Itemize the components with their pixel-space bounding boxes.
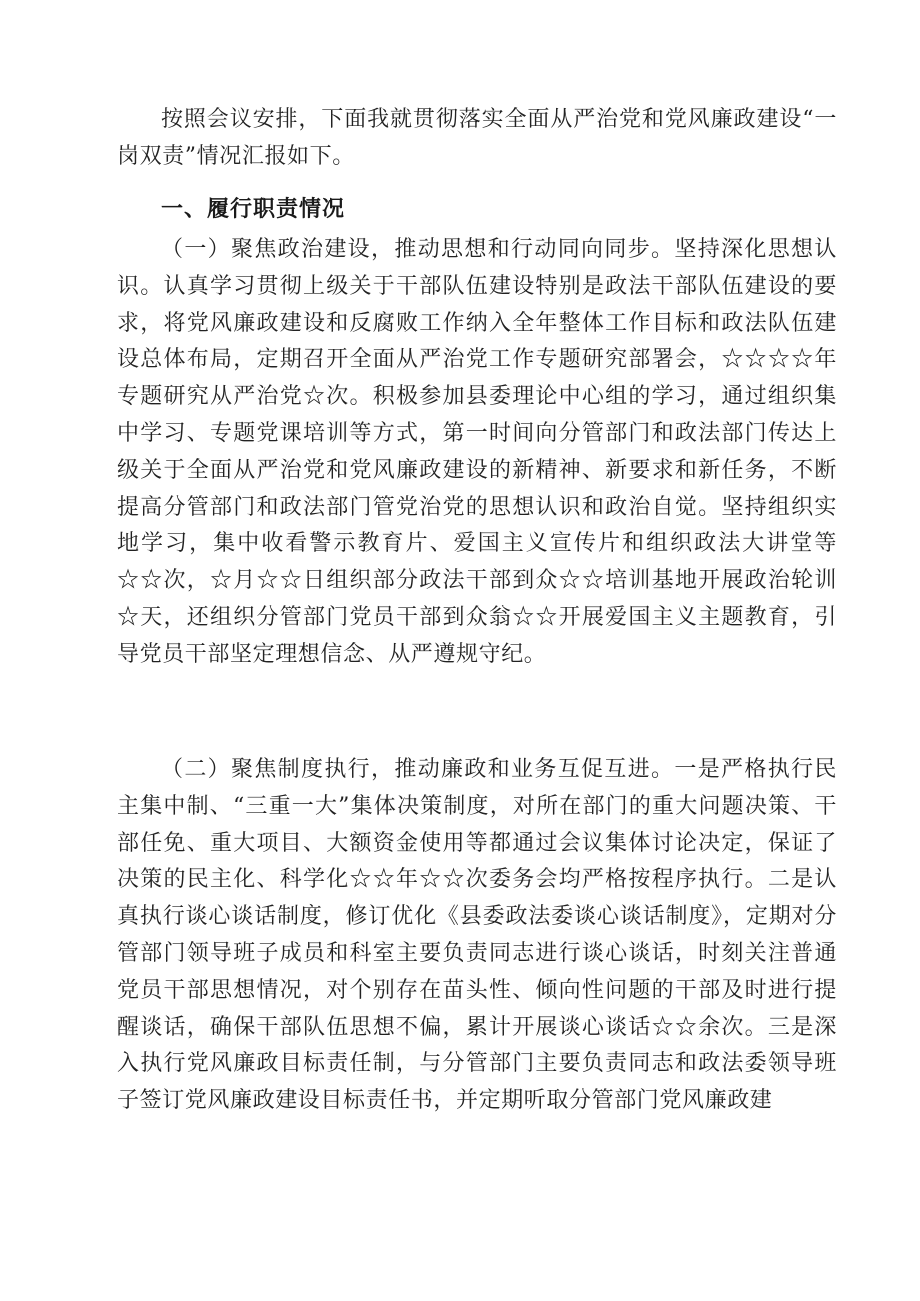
paragraph-system-execution: （二）聚焦制度执行，推动廉政和业务互促互进。一是严格执行民主集中制、“三重一大”集体决策制度，对所在部门的重大问题决策、干部任免、重大项目、大额资金使用等都通过会议集体讨论决定，保证了决策的民主化、科学化☆☆年☆☆次委务会均严格按程序执行。二是认真执行谈心谈话制度，修订优化《县委政法委谈心谈话制度》，定期对分管部门领导班子成员和科室主要负责同志进行谈心谈话，时刻关注普通党员干部思想情况，对个别存在苗头性、倾向性问题的干部及时进行提醒谈话，确保干部队伍思想不偏，累计开展谈心谈话☆☆余次。三是深入执行党风廉政目标责任制，与分管部门主要负责同志和政法委领导班子签订党风廉政建设目标责任书，并定期听取分管部门党风廉政建 bbox=[117, 757, 837, 1114]
intro-paragraph: 按照会议安排，下面我就贯彻落实全面从严治党和党风廉政建设“一岗双责”情况汇报如下。 bbox=[117, 107, 837, 169]
paragraph-political-building: （一）聚焦政治建设，推动思想和行动同向同步。坚持深化思想认识。认真学习贯彻上级关于干部队伍建设特别是政法干部队伍建设的要求，将党风廉政建设和反腐败工作纳入全年整体工作目标和政法队伍建设总体布局，定期召开全面从严治党工作专题研究部署会，☆☆☆☆年专题研究从严治党☆次。积极参加县委理论中心组的学习，通过组织集中学习、专题党课培训等方式，第一时间向分管部门和政法部门传达上级关于全面从严治党和党风廉政建设的新精神、新要求和新任务，不断提高分管部门和政法部门管党治党的思想认识和政治自觉。坚持组织实地学习，集中收看警示教育片、爱国主义宣传片和组织政法大讲堂等☆☆次，☆月☆☆日组织部分政法干部到众☆☆培训基地开展政治轮训☆天，还组织分管部门党员干部到众翁☆☆开展爱国主义主题教育，引导党员干部坚定理想信念、从严遵规守纪。 bbox=[117, 237, 837, 667]
section-heading: 一、履行职责情况 bbox=[161, 197, 346, 222]
